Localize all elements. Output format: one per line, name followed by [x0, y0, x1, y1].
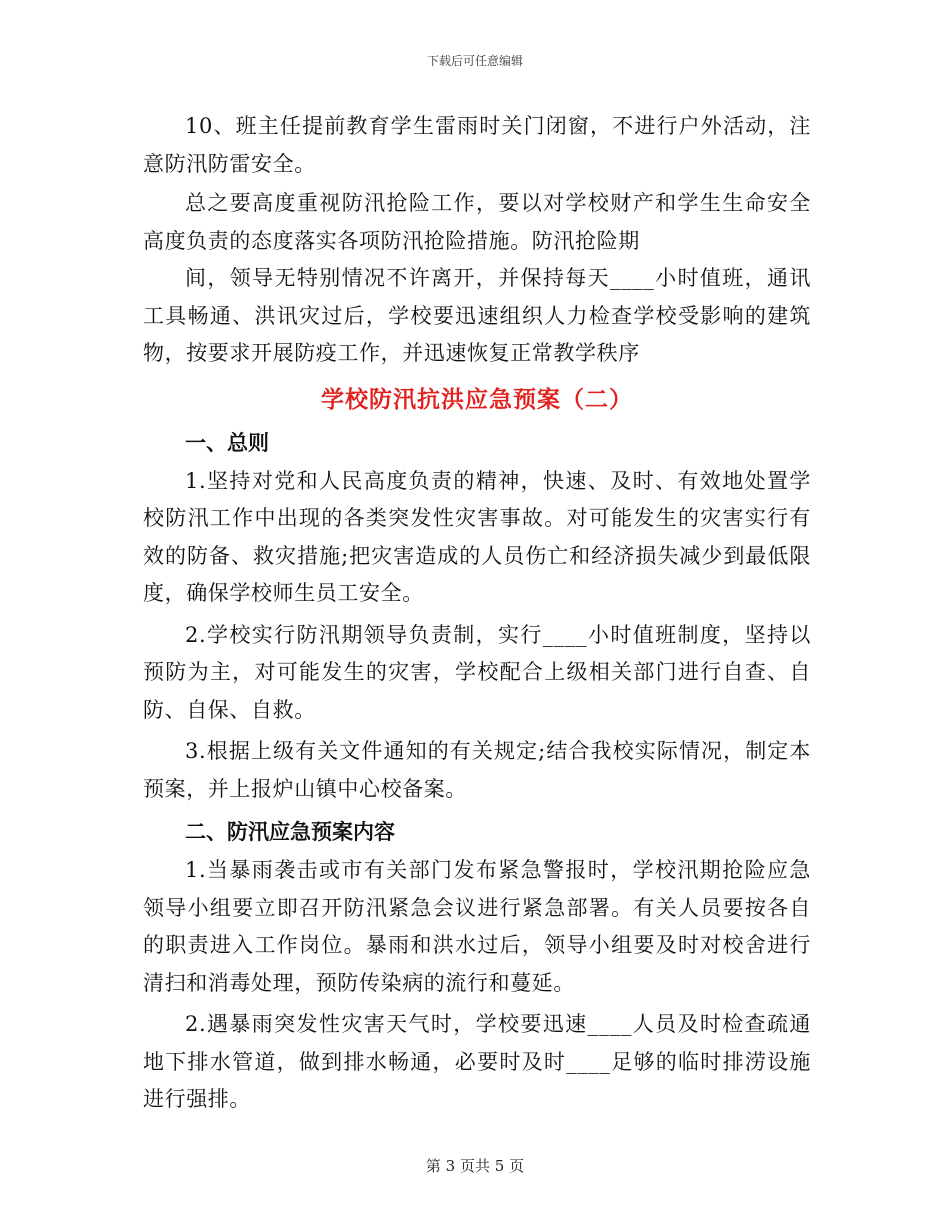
page-footer: 第 3 页共 5 页: [425, 1157, 525, 1175]
paragraph-item-10: 10、班主任提前教育学生雷雨时关门闭窗，不进行户外活动，注意防汛防雷安全。: [143, 114, 811, 176]
paragraph-general-3: 3.根据上级有关文件通知的有关规定;结合我校实际情况，制定本预案，并上报炉山镇中心校备案。: [143, 739, 811, 801]
paragraph-general-2: 2.学校实行防汛期领导负责制，实行____小时值班制度，坚持以预防为主，对可能发生的灾害，学校配合上级相关部门进行自查、自防、自保、自救。: [143, 622, 811, 722]
paragraph-general-1: 1.坚持对党和人民高度负责的精神，快速、及时、有效地处置学校防汛工作中出现的各类突发性灾害事故。对可能发生的灾害实行有效的防备、救灾措施;把灾害造成的人员伤亡和经济损失减少到最低限度，确保学校师生员工安全。: [143, 468, 811, 605]
page-header: 下载后可任意编辑: [426, 54, 523, 68]
section-title: 学校防汛抗洪应急预案（二）: [321, 386, 633, 413]
paragraph-plan-1: 1.当暴雨袭击或市有关部门发布紧急警报时，学校汛期抢险应急领导小组要立即召开防汛紧急会议进行紧急部署。有关人员要按各自的职责进入工作岗位。暴雨和洪水过后，领导小组要及时对校舍进行清扫和消毒处理，预防传染病的流行和蔓延。: [143, 858, 811, 995]
paragraph-plan-2: 2.遇暴雨突发性灾害天气时，学校要迅速____人员及时检查疏通地下排水管道，做到排水畅通，必要时及时____足够的临时排涝设施进行强排。: [143, 1012, 811, 1111]
heading-general: 一、总则: [185, 430, 269, 455]
document-body: [143, 108, 811, 1119]
paragraph-summary-a: 总之要高度重视防汛抢险工作，要以对学校财产和学生生命安全高度负责的态度落实各项防汛抢险措施。防汛抢险期: [143, 191, 811, 253]
paragraph-summary-b: 间，领导无特别情况不许离开，并保持每天____小时值班，通讯工具畅通、洪讯灾过后，学校要迅速组织人力检查学校受影响的建筑物，按要求开展防疫工作，并迅速恢复正常教学秩序: [143, 266, 811, 365]
heading-plan-content: 二、防汛应急预案内容: [185, 820, 395, 844]
